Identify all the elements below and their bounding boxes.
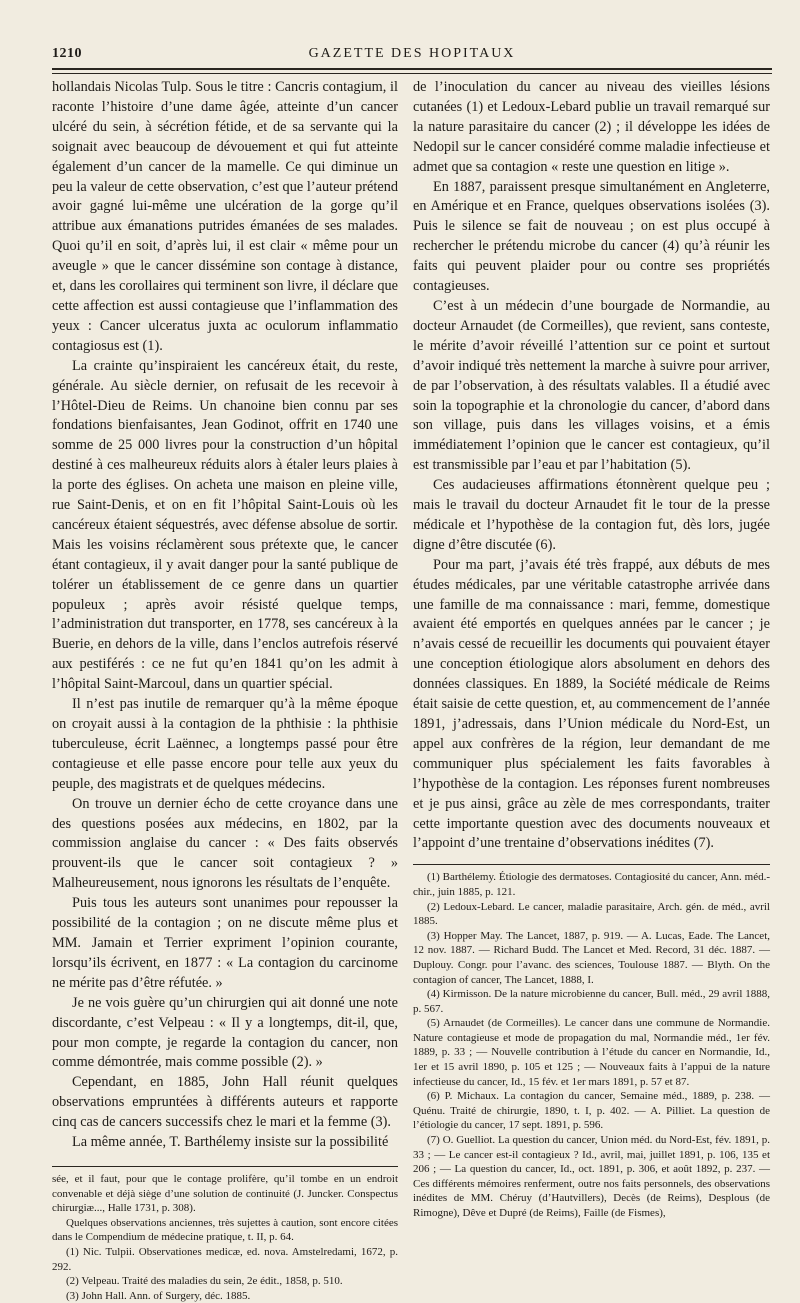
body-paragraph: Je ne vois guère qu’un chirurgien qui ait donné une note discordante, c’est Velpeau : « Il y a longtemps, dit-il, que, pour mon compte, je regarde la contagion du cancer, non comme démontrée, mais comme possible (2). » <box>52 994 398 1071</box>
body-paragraph: Pour ma part, j’avais été très frappé, aux débuts de mes études médicales, par une véritable catastrophe arrivée dans une famille de ma connaissance : mari, femme, domestique avaient été emportés en quelques années par le cancer ; je n’avais cessé de recueillir les documents qui pouvaient étayer une conception étiologique alors absolument en dehors des données classiques. En 1889, la Société médicale de Reims était saisie de cette question, et, au commencement de l’année 1891, j’adressais, dans l’Union médicale du Nord-Est, un appel aux confrères de la région, leur demandant de me communiquer plus spécialement les faits favorables à l’hypothèse de la contagion. Les réponses furent nombreuses et je pus ainsi, grâce au zèle de mes correspondants, traiter cette importante question avec des documents nouveaux et l’appoint d’une trentaine d’observations inédites (7). <box>413 556 770 852</box>
footnote: (2) Velpeau. Traité des maladies du sein, 2e édit., 1858, p. 510. <box>66 1275 343 1288</box>
footnote: (5) Arnaudet (de Cormeilles). Le cancer dans une commune de Normandie. Nature contagieuse et mode de propagation du mal, Normandie méd., 1er fév. 1889, p. 33 ; — Nouvelle contribution à l’étude du cancer en Normandie, Id., 1er et 15 avril 1890, p. 105 et 125 ; — Nouveaux faits à l’appui de la nature infectieuse du cancer, Id., 15 fév. et 1er mars 1891, p. 57 et 87. <box>413 1017 770 1088</box>
footnote-separator <box>413 864 770 865</box>
running-title: GAZETTE DES HOPITAUX <box>308 46 516 61</box>
footnote: (3) Hopper May. The Lancet, 1887, p. 919. — A. Lucas, Eade. The Lancet, 12 nov. 1887. — Richard Budd. The Lancet et Med. Record, 31 déc. 1887. — Duplouy. Congr. pour l’avanc. des sciences, Toulouse 1887. — Blyth. On the contagion of cancer, The Lancet, 1888, I. <box>413 929 770 986</box>
footnote: (1) Barthélemy. Étiologie des dermatoses. Contagiosité du cancer, Ann. méd.-chir., juin 1885, p. 121. <box>413 871 770 898</box>
footnote: sée, et il faut, pour que le contage prolifère, qu’il tombe en un endroit convenable et déjà siège d’une solution de continuité (J. Juncker. Conspectus chirurgiæ..., Halle 1731, p. 308). <box>52 1172 398 1215</box>
footnote: (2) Ledoux-Lebard. Le cancer, maladie parasitaire, Arch. gén. de méd., avril 1885. <box>413 900 770 928</box>
header-rule-thin <box>52 73 772 74</box>
body-paragraph: La même année, T. Barthélemy insiste sur la possibilité <box>72 1134 389 1151</box>
body-paragraph: Cependant, en 1885, John Hall réunit quelques observations empruntées à différents auteurs et rapporte cinq cas de cancers successifs chez le mari et la femme (3). <box>52 1074 398 1131</box>
body-paragraph: Ces audacieuses affirmations étonnèrent quelque peu ; mais le travail du docteur Arnaudet fit le tour de la presse médicale et l’hypothèse de la contagion fut, dès lors, jugée digne d’être discutée (6). <box>413 477 770 553</box>
body-paragraph: C’est à un médecin d’une bourgade de Normandie, au docteur Arnaudet (de Cormeilles), que revient, sans conteste, le mérite d’avoir réveillé l’attention sur ce point et surtout d’avoir indiqué très nettement la marche à suivre pour arriver, de par l’observation, à des résultats valables. Il a étudié avec soin la topographie et la chronologie du cancer, d’abord dans son village, puis dans les villages voisins, et a émis immédiatement l’opinion que le cancer est contagieux, qu’il est transmissible par l’eau et par l’habitation (5). <box>413 297 770 474</box>
body-paragraph: de l’inoculation du cancer au niveau des vieilles lésions cutanées (1) et Ledoux-Lebard publie un travail remarqué sur la nature parasitaire du cancer (2) ; il développe les idées de Nedopil sur le cancer considéré comme maladie infectieuse et admet que sa contagion « reste une question en litige ». <box>413 79 770 175</box>
body-paragraph: On trouve un dernier écho de cette croyance dans une des questions posées aux médecins, en 1802, par la commission anglaise du cancer : « Des faits observés prouvent-ils que le cancer soit contagieux ? » Malheureusement, nous ignorons les résultats de l’enquête. <box>52 795 398 892</box>
footnote: (6) P. Michaux. La contagion du cancer, Semaine méd., 1889, p. 238. — Quénu. Traité de chirurgie, 1890, t. I, p. 402. — A. Pilliet. La question de l’étiologie du cancer, 17 sept. 1891, p. 596. <box>413 1090 770 1132</box>
body-paragraph: La crainte qu’inspiraient les cancéreux était, du reste, générale. Au siècle dernier, on refusait de les recevoir à l’Hôtel-Dieu de Reims. Un chanoine bien connu par ses fondations bienfaisantes, Jean Godinot, offrit en 1740 une somme de 25 000 livres pour la construction d’un hôpital destiné à ces malheureux réduits alors à étaler leurs plaies à la porte des églises. On acheta une maison en pleine ville, rue Saint-Denis, et on en fit l’hôpital Saint-Louis où les cancéreux étaient séquestrés, avec défense absolue de sortir. Mais les voisins réclamèrent sous prétexte que, le cancer étant contagieux, il y avait danger pour la santé publique de tolérer un établissement de ce genre dans un quartier populeux ; après avoir résisté quelque temps, l’administration dut transporter, en 1778, ses cancéreux à la Buerie, en dehors de la ville, dans l’enclos autrefois réservé aux pestiférés : ce ne fut qu’en 1841 qu’on les admit à l’hôpital Saint-Marcoul, dans un quartier spécial. <box>52 357 398 693</box>
right-footnotes <box>413 870 770 1220</box>
page-number: 1210 <box>52 46 82 61</box>
left-footnotes <box>52 1172 398 1303</box>
footnote: (7) O. Guelliot. La question du cancer, Union méd. du Nord-Est, fév. 1891, p. 33 ; — Le cancer est-il contagieux ? Id., avril, mai, juillet 1891, p. 106, 135 et 206 ; — La question du cancer, Id., oct. 1891, p. 306, et août 1892, p. 237. — Ces différents mémoires renferment, outre nos faits personnels, des observations inédites de MM. Chéruy (d’Hautvillers), Decès (de Reims), Desplous (de Rimogne), Dêve et Dupré (de Reims), Faille (de Fismes), <box>413 1134 770 1219</box>
body-paragraph: Puis tous les auteurs sont unanimes pour repousser la possibilité de la contagion ; on ne discute même plus et MM. Jamain et Terrier expriment l’opinion courante, lorsqu’ils écrivent, en 1877 : « La contagion du carcinome ne mérite pas d’être réfutée. » <box>52 895 398 991</box>
footnote: (3) John Hall. Ann. of Surgery, déc. 1885. <box>66 1289 251 1302</box>
body-paragraph: hollandais Nicolas Tulp. Sous le titre : Cancris contagium, il raconte l’histoire d’une dame âgée, atteinte d’un cancer ulcéré du sein, à sécrétion fétide, et de sa servante qui la soignait avec beaucoup de dévouement et qui fut atteinte également d’un cancer de la mamelle. Ce qui diminue un peu la valeur de cette observation, c’est que l’auteur prétend avoir gagné lui-même une ulcération de la gorge qu’il attribue aux émanations putrides émanées de ses malades. Quoi qu’il en soit, d’après lui, il est clair « même pour un aveugle » que le cancer dissémine son contage à distance, et, dans les corollaires qui terminent son livre, il déclare que cette affection est aussi contagieuse que l’inflammation des yeux : Cancer ulceratus juxta ac oculorum inflammatio contagiosus est (1). <box>52 79 398 354</box>
right-column <box>413 78 770 1219</box>
footnote: (4) Kirmisson. De la nature microbienne du cancer, Bull. méd., 29 avril 1888, p. 567. <box>413 988 770 1015</box>
footnote-separator <box>52 1166 398 1167</box>
header-rule-thick <box>52 68 772 70</box>
body-paragraph: Il n’est pas inutile de remarquer qu’à la même époque on croyait aussi à la contagion de la phthisie : la phthisie tuberculeuse, écrit Laënnec, a longtemps passé pour être contagieuse et elle passe encore pour telle aux yeux du peuple, des magistrats et de quelques médecins. <box>52 696 398 792</box>
page-header <box>52 44 772 64</box>
footnote: (1) Nic. Tulpii. Observationes medicæ, ed. nova. Amstelredami, 1672, p. 292. <box>52 1245 398 1273</box>
body-paragraph: En 1887, paraissent presque simultanément en Angleterre, en Amérique et en France, quelques observations isolées (3). Puis le silence se fait de nouveau ; on est plus occupé à rechercher le prétendu microbe du cancer (4) qu’à réunir les faits qui peuvent plaider pour ou contre ses propriétés contagieuses. <box>413 178 770 295</box>
left-column <box>52 78 398 1302</box>
footnote: Quelques observations anciennes, très sujettes à caution, sont encore citées dans le Compendium de médecine pratique, t. II, p. 64. <box>52 1216 398 1244</box>
